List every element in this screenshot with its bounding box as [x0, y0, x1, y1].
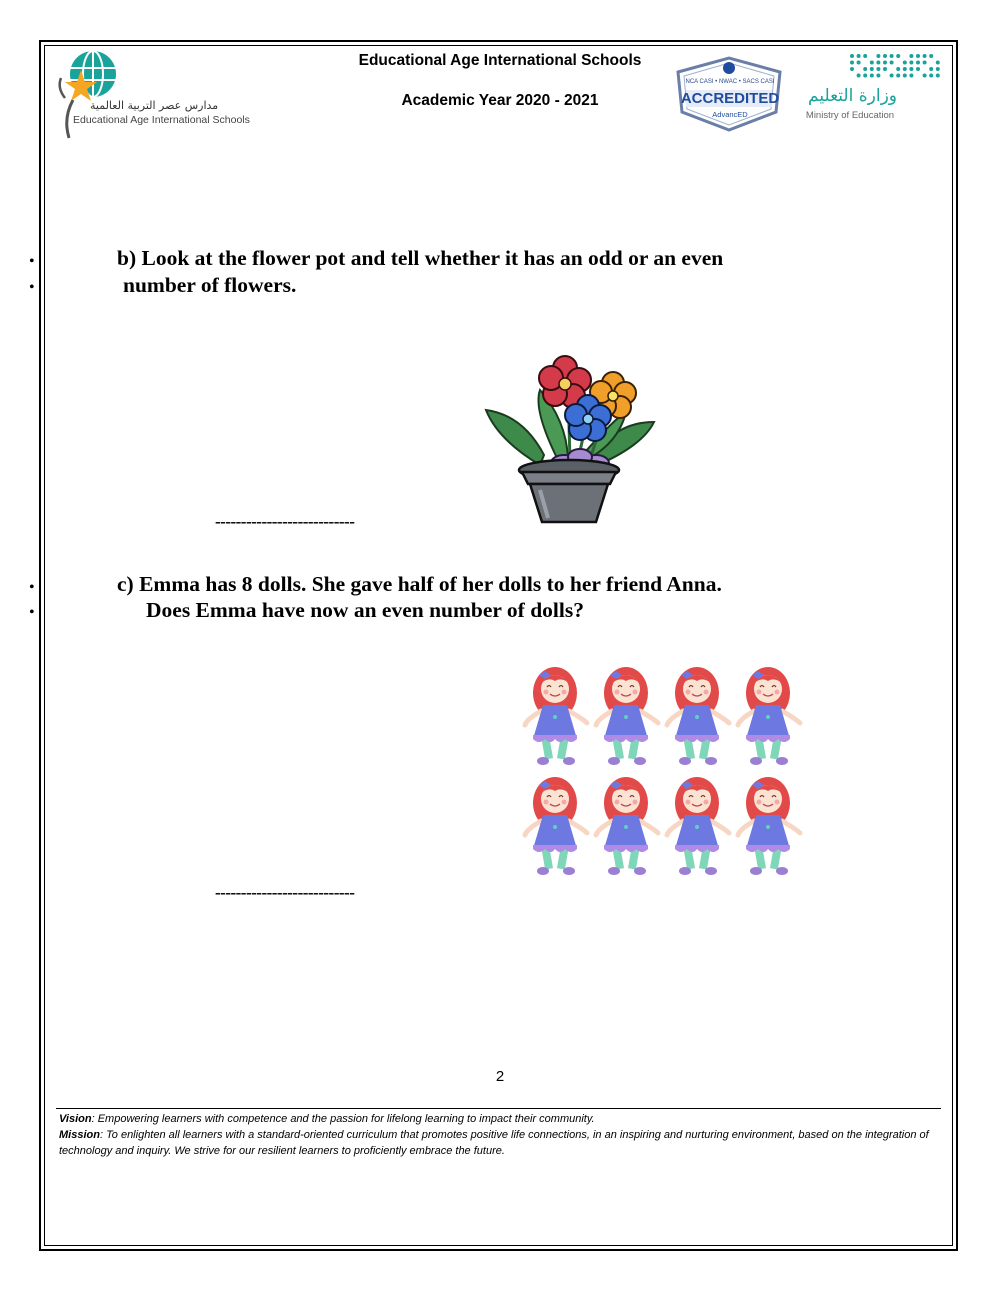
ministry-logo-dot	[863, 54, 867, 58]
ministry-logo-dot	[870, 67, 874, 71]
vision-statement	[59, 1111, 939, 1127]
ministry-logo-dot	[929, 74, 933, 78]
ministry-logo-icon	[848, 52, 944, 80]
question-c-line2: Does Emma have now an even number of dolls?	[146, 598, 584, 622]
ministry-logo-dot	[850, 61, 854, 65]
mission-statement	[59, 1127, 939, 1159]
question-b-line1: b) Look at the flower pot and tell whether it has an odd or an even	[117, 246, 724, 270]
school-logo	[55, 48, 245, 143]
doll-icon	[525, 667, 587, 765]
ministry-logo-dot	[876, 61, 880, 65]
ministry-logo-dot	[909, 67, 913, 71]
ministry-logo-dot	[890, 54, 894, 58]
ministry-logo-dot	[857, 54, 861, 58]
ministry-logo-dot	[916, 54, 920, 58]
ministry-logo-dot	[850, 67, 854, 71]
accredited-label: ACCREDITED	[680, 90, 780, 107]
ministry-logo-dot	[936, 61, 940, 65]
doll-icon	[525, 777, 587, 875]
bullet-marker: •	[29, 579, 35, 596]
ministry-logo-dot	[923, 74, 927, 78]
ministry-logo-dot	[863, 74, 867, 78]
bullet-marker: •	[29, 279, 35, 296]
ministry-logo-dot	[909, 54, 913, 58]
mission-text: : To enlighten all learners with a standard-oriented curriculum that promotes positive life connections, in an inspiring and nurturing environment, based on the integration of technology and inquiry. We strive for our resilient learners to proficiently embrace the future.	[59, 1129, 929, 1157]
ministry-logo-dot	[863, 67, 867, 71]
bullet-marker: •	[29, 604, 35, 621]
ministry-logo-dot	[883, 61, 887, 65]
ministry-logo-dot	[896, 67, 900, 71]
doll-icon	[667, 667, 729, 765]
academic-year: Academic Year 2020 - 2021	[401, 92, 599, 109]
ministry-logo-dot	[870, 74, 874, 78]
ministry-arabic-text: وزارة التعليم	[808, 86, 897, 106]
bullet-marker: •	[29, 253, 35, 270]
doll-icon	[596, 667, 658, 765]
doll-icon	[738, 777, 800, 875]
ministry-logo-dot	[850, 54, 854, 58]
ministry-logo-dot	[870, 61, 874, 65]
doll-icon	[738, 667, 800, 765]
mission-label: Mission	[59, 1129, 100, 1141]
question-c-line1: c) Emma has 8 dolls. She gave half of her dolls to her friend Anna.	[117, 572, 722, 596]
ministry-logo-dot	[916, 67, 920, 71]
ministry-logo-dot	[883, 54, 887, 58]
ministry-logo-dot	[890, 61, 894, 65]
doll-icon	[596, 777, 658, 875]
ministry-logo-dot	[903, 61, 907, 65]
ministry-logo-dot	[923, 61, 927, 65]
logo-arabic-text: مدارس عصر التربية العالمية	[90, 99, 219, 112]
page-number: 2	[495, 1068, 505, 1085]
ministry-logo-dot	[916, 61, 920, 65]
ministry-logo-dot	[903, 67, 907, 71]
question-b-line2: number of flowers.	[123, 273, 297, 297]
accreditation-bodies: NCA CASI • NWAC • SACS CASI	[685, 79, 775, 85]
logo-english-text: Educational Age International Schools	[73, 114, 250, 126]
vision-label: Vision	[59, 1113, 92, 1125]
footer	[59, 1111, 939, 1159]
flower-pot-image	[478, 350, 660, 530]
advanced-label: AdvancED	[712, 110, 748, 119]
ministry-logo-dot	[857, 74, 861, 78]
ministry-logo-dot	[876, 67, 880, 71]
ministry-logo-dot	[883, 67, 887, 71]
doll-icon	[667, 777, 729, 875]
ministry-logo-dot	[857, 61, 861, 65]
school-name: Educational Age International Schools	[358, 52, 642, 69]
ministry-logo-dot	[909, 74, 913, 78]
ministry-logo-dot	[876, 74, 880, 78]
footer-divider	[56, 1108, 941, 1109]
ministry-english-text: Ministry of Education	[805, 110, 895, 121]
ministry-logo-dot	[929, 54, 933, 58]
ministry-logo-dot	[903, 74, 907, 78]
ministry-logo-dot	[936, 67, 940, 71]
ministry-logo-dot	[936, 74, 940, 78]
page-border-inner	[44, 45, 953, 1246]
ministry-logo-dot	[909, 61, 913, 65]
answer-blank-c[interactable]: ---------------------------	[215, 883, 355, 902]
ministry-logo-dot	[896, 74, 900, 78]
answer-blank-b[interactable]: ---------------------------	[215, 512, 355, 531]
dolls-image	[515, 660, 810, 880]
vision-text: : Empowering learners with competence and the passion for lifelong learning to impact their community.	[91, 1113, 595, 1125]
ministry-logo-dot	[876, 54, 880, 58]
ministry-logo-dot	[929, 67, 933, 71]
ministry-logo-dot	[890, 74, 894, 78]
ministry-logo-dot	[923, 54, 927, 58]
ministry-logo-dot	[896, 54, 900, 58]
